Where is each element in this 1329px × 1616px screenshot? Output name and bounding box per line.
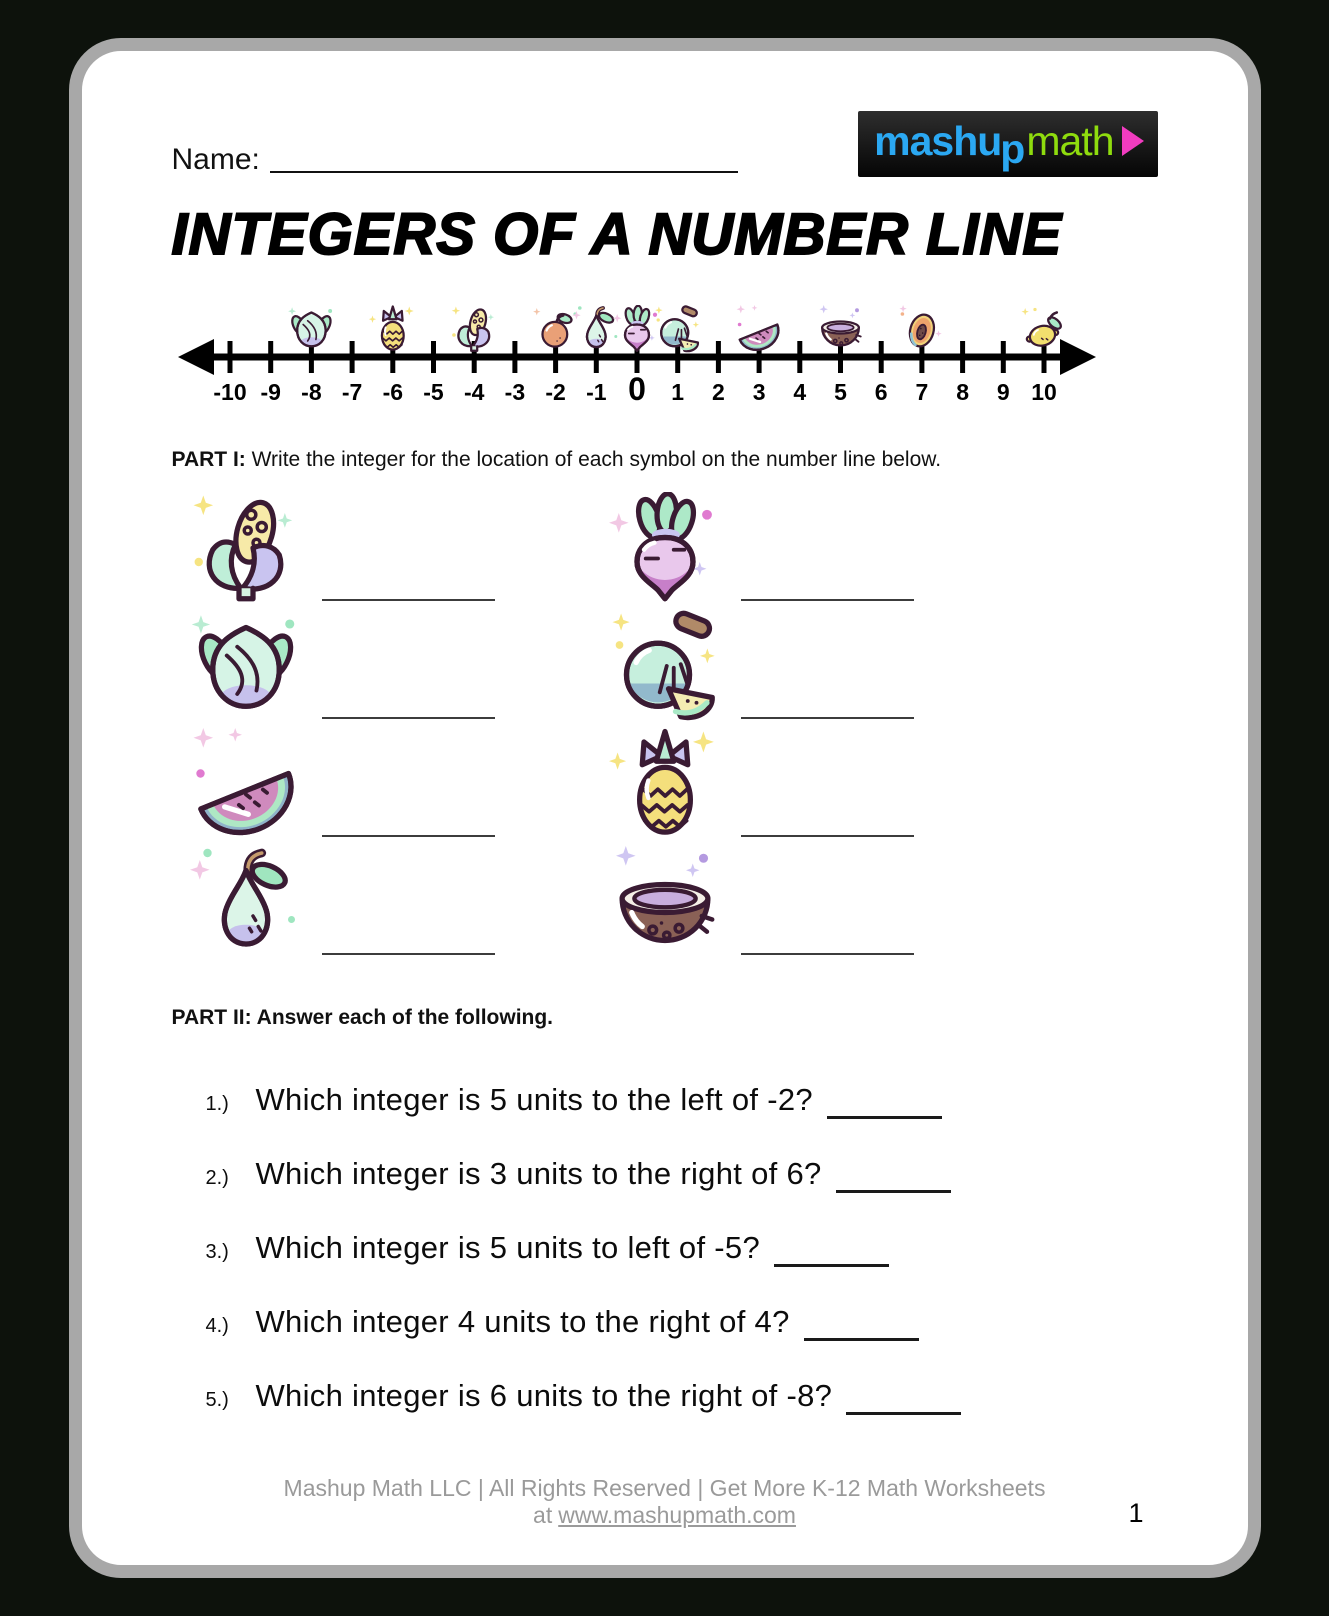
part1-answer-line[interactable] <box>741 599 914 601</box>
tick-label--4: -4 <box>463 378 484 405</box>
part1-item-watermelon <box>180 728 312 840</box>
part1-item-radish <box>599 492 731 604</box>
question-row <box>172 1156 1158 1196</box>
question-text: Which integer is 5 units to left of -5? <box>255 1229 760 1265</box>
coconut-icon <box>819 305 860 345</box>
tick-label-10: 10 <box>1030 378 1057 405</box>
part1-heading <box>172 448 1158 472</box>
question-text: Which integer 4 units to the right of 4? <box>255 1303 790 1339</box>
question-answer-blank[interactable] <box>846 1412 961 1415</box>
corn-icon <box>190 492 302 604</box>
part1-item-coconut <box>599 846 731 958</box>
worksheet-title: INTEGERS OF A NUMBER LINE <box>171 202 1063 267</box>
mashupmath-logo <box>858 111 1157 177</box>
tick-label-6: 6 <box>874 378 888 405</box>
papaya-icon <box>899 305 941 349</box>
question-row <box>172 1230 1158 1270</box>
question-number: 3.) <box>205 1240 229 1263</box>
question-number: 4.) <box>205 1314 229 1337</box>
pear-icon <box>572 306 617 347</box>
logo-text-mashu: mashu <box>874 117 1002 164</box>
question-answer-blank[interactable] <box>836 1190 951 1193</box>
page-content <box>82 51 1248 1565</box>
question-number: 5.) <box>205 1388 229 1411</box>
pear-icon <box>190 846 302 958</box>
tick-label-5: 5 <box>833 378 847 405</box>
part1-row <box>172 722 1158 840</box>
question-text: Which integer is 6 units to the right of -8? <box>255 1377 833 1413</box>
question-answer-blank[interactable] <box>774 1264 889 1267</box>
part1-answer-line[interactable] <box>322 953 495 955</box>
tick-label--10: -10 <box>212 378 247 405</box>
question-row <box>172 1378 1158 1418</box>
melon-icon <box>609 610 721 722</box>
watermelon-icon <box>736 305 783 356</box>
question-number: 2.) <box>205 1166 229 1189</box>
tick-label-7: 7 <box>915 378 928 405</box>
name-label: Name: <box>171 143 260 176</box>
logo-text-p: p <box>1000 125 1025 172</box>
part1-row <box>172 486 1158 604</box>
part1-answer-line[interactable] <box>322 599 495 601</box>
page-number: 1 <box>1128 1498 1144 1528</box>
question-text: Which integer is 3 units to the right of 6? <box>255 1155 822 1191</box>
part2-heading: PART II: Answer each of the following. <box>171 1005 554 1029</box>
footer <box>172 1475 1158 1529</box>
question-row <box>172 1304 1158 1344</box>
lemon-icon <box>1021 308 1062 349</box>
cabbage-icon <box>190 610 302 722</box>
part1-heading-text: Write the integer for the location of each symbol on the number line below. <box>245 447 942 471</box>
part1-item-cabbage <box>180 610 312 722</box>
tick-label--6: -6 <box>382 378 403 405</box>
left-arrow-icon <box>178 339 214 375</box>
header <box>172 111 1158 177</box>
part1-item-melon <box>599 610 731 722</box>
part1-answer-line[interactable] <box>741 717 914 719</box>
part1-answer-line[interactable] <box>741 953 914 955</box>
tick-label--5: -5 <box>422 378 444 405</box>
name-row <box>172 143 738 177</box>
number-line <box>172 277 1158 414</box>
part1-item-corn <box>180 492 312 604</box>
watermelon-icon <box>190 728 302 840</box>
radish-icon <box>613 305 657 350</box>
logo-text-math: math <box>1026 117 1114 164</box>
part1-grid <box>172 486 1158 958</box>
tick-label-4: 4 <box>792 378 806 405</box>
tick-label-8: 8 <box>955 378 969 405</box>
logo-play-arrow-icon <box>1122 126 1144 156</box>
orange-icon <box>533 308 577 347</box>
tick-label-0: 0 <box>627 370 646 407</box>
part1-row <box>172 840 1158 958</box>
radish-icon <box>609 492 721 604</box>
part1-answer-line[interactable] <box>741 835 914 837</box>
name-input-line[interactable] <box>270 171 738 173</box>
cabbage-icon <box>288 307 333 346</box>
right-arrow-icon <box>1060 339 1096 375</box>
tick-label--8: -8 <box>300 378 322 405</box>
worksheet-page <box>69 38 1261 1578</box>
tick-label--3: -3 <box>504 378 525 405</box>
part1-row <box>172 604 1158 722</box>
tick-label-3: 3 <box>752 378 765 405</box>
part2-questions <box>172 1082 1158 1418</box>
tick-label-9: 9 <box>996 378 1010 405</box>
coconut-icon <box>609 846 721 958</box>
footer-text: Mashup Math LLC | All Rights Reserved | Get More K-12 Math Worksheets at <box>283 1475 1046 1528</box>
number-line-svg <box>172 277 1102 409</box>
part1-item-pear <box>180 846 312 958</box>
tick-label--1: -1 <box>585 378 607 405</box>
question-answer-blank[interactable] <box>827 1116 942 1119</box>
pineapple-icon <box>368 306 413 349</box>
part1-answer-line[interactable] <box>322 717 495 719</box>
question-answer-blank[interactable] <box>804 1338 919 1341</box>
question-number: 1.) <box>205 1092 229 1115</box>
question-row <box>172 1082 1158 1122</box>
footer-link[interactable]: www.mashupmath.com <box>558 1502 796 1528</box>
question-text: Which integer is 5 units to the left of -2? <box>255 1081 813 1117</box>
tick-label-2: 2 <box>711 378 725 405</box>
pineapple-icon <box>609 728 721 840</box>
tick-label-1: 1 <box>670 378 684 405</box>
tick-label--9: -9 <box>259 378 281 405</box>
part1-heading-label: PART I: <box>171 447 246 471</box>
tick-label--2: -2 <box>544 378 566 405</box>
melon-icon <box>655 305 699 351</box>
tick-label--7: -7 <box>341 378 362 405</box>
part1-item-pineapple <box>599 728 731 840</box>
part1-answer-line[interactable] <box>322 835 495 837</box>
